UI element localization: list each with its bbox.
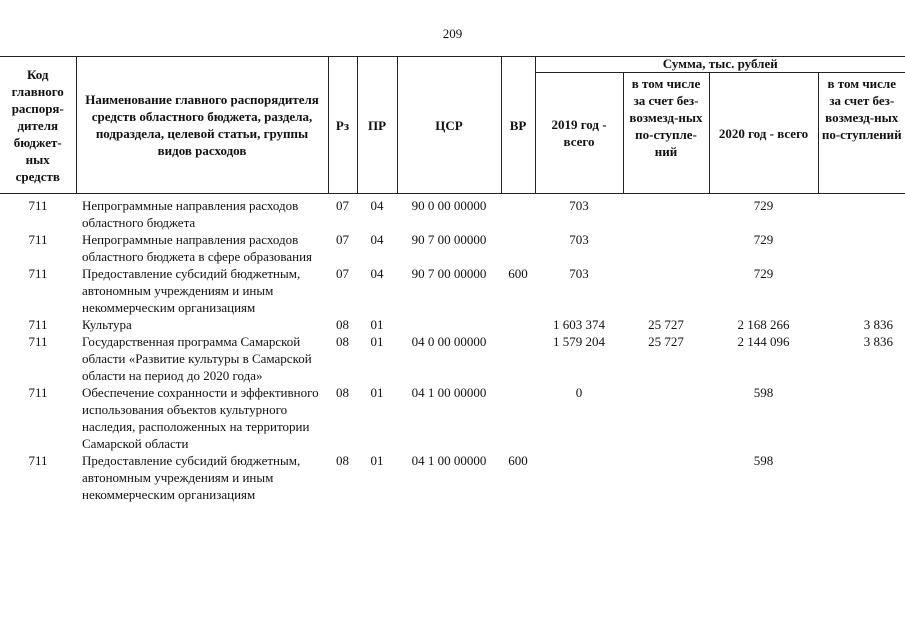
page-number: 209 — [442, 26, 463, 41]
cell-code: 711 — [28, 453, 48, 468]
cell-csr: 90 0 00 00000 — [411, 198, 487, 213]
header-sum: Сумма, тыс. рублей — [535, 57, 905, 73]
cell-2020-total: 729 — [753, 198, 774, 213]
cell-vr: 600 — [508, 266, 528, 281]
cell-2019-total: 703 — [569, 232, 589, 247]
header-2019-free: в том числе за счет без-возмезд-ных по-ступле-ний — [623, 73, 709, 194]
cell-2020-free — [818, 265, 905, 316]
header-2019-total: 2019 год - всего — [535, 73, 623, 194]
cell-2020-total: 2 168 266 — [737, 317, 790, 332]
cell-rz: 08 — [336, 334, 349, 349]
cell-name: Культура — [82, 317, 132, 332]
cell-code: 711 — [28, 334, 48, 349]
table-row — [0, 384, 905, 452]
cell-2019-free — [623, 231, 709, 265]
cell-code: 711 — [28, 232, 48, 247]
cell-vr — [501, 194, 535, 232]
cell-2020-free: 3 836 — [863, 334, 893, 349]
cell-code: 711 — [28, 385, 48, 400]
cell-code: 711 — [28, 317, 48, 332]
cell-2020-total: 729 — [753, 232, 774, 247]
cell-pr: 01 — [370, 334, 384, 349]
cell-2019-free: 25 727 — [648, 334, 684, 349]
header-name: Наименование главного распорядителя средств областного бюджета, раздела, подраздела, целевой статьи, группы видов расходов — [76, 57, 328, 194]
header-code: Код главного распоря-дителя бюджет-ных средств — [0, 57, 76, 194]
cell-name: Предоставление субсидий бюджетным, автономным учреждениям и иным некоммерческим организациям — [82, 266, 301, 315]
cell-csr: 04 0 00 00000 — [411, 334, 487, 349]
table-row — [0, 333, 905, 384]
cell-2019-free — [623, 265, 709, 316]
cell-pr: 01 — [370, 385, 384, 400]
header-2020-free: в том числе за счет без-возмезд-ных по-ступлений — [818, 73, 905, 194]
cell-name: Обеспечение сохранности и эффективного использования объектов культурного наследия, расположенных на территории Самарской области — [82, 385, 319, 451]
table-row — [0, 452, 905, 503]
cell-pr: 04 — [370, 266, 384, 281]
cell-pr: 01 — [370, 453, 384, 468]
cell-2020-total: 2 144 096 — [737, 334, 790, 349]
cell-vr — [501, 316, 535, 333]
cell-vr: 600 — [508, 453, 528, 468]
cell-rz: 08 — [336, 453, 349, 468]
table-row — [0, 265, 905, 316]
table-header — [0, 57, 905, 194]
header-pr: ПР — [357, 57, 397, 194]
cell-csr: 90 7 00 00000 — [411, 266, 487, 281]
cell-pr: 01 — [370, 317, 384, 332]
header-vr: ВР — [501, 57, 535, 194]
cell-2019-total: 703 — [569, 266, 589, 281]
cell-vr — [501, 384, 535, 452]
cell-csr — [397, 316, 501, 333]
cell-code: 711 — [28, 266, 48, 281]
cell-2019-free — [623, 384, 709, 452]
cell-vr — [501, 333, 535, 384]
header-rz: Рз — [328, 57, 357, 194]
cell-name: Государственная программа Самарской области «Развитие культуры в Самарской области на период до 2020 года» — [82, 334, 312, 383]
budget-table — [0, 56, 905, 503]
table-row — [0, 316, 905, 333]
cell-2019-total: 0 — [575, 385, 583, 400]
cell-pr: 04 — [370, 232, 384, 247]
cell-2019-free: 25 727 — [648, 317, 684, 332]
cell-2020-total: 729 — [753, 266, 774, 281]
cell-csr: 04 1 00 00000 — [411, 385, 487, 400]
cell-2019-total — [535, 452, 623, 503]
cell-rz: 08 — [336, 385, 349, 400]
cell-2020-total: 598 — [753, 453, 774, 468]
cell-2019-total: 1 579 204 — [553, 334, 605, 349]
cell-csr: 90 7 00 00000 — [411, 232, 487, 247]
cell-vr — [501, 231, 535, 265]
cell-rz: 08 — [336, 317, 349, 332]
cell-2020-free — [818, 231, 905, 265]
header-2020-total: 2020 год - всего — [709, 73, 818, 194]
table-row — [0, 231, 905, 265]
cell-rz: 07 — [336, 266, 349, 281]
cell-csr: 04 1 00 00000 — [411, 453, 487, 468]
header-csr: ЦСР — [397, 57, 501, 194]
table-body — [0, 194, 905, 504]
cell-name: Непрограммные направления расходов областного бюджета — [82, 198, 299, 230]
cell-name: Предоставление субсидий бюджетным, автономным учреждениям и иным некоммерческим организациям — [82, 453, 301, 502]
cell-2019-total: 1 603 374 — [553, 317, 605, 332]
table-row — [0, 194, 905, 232]
cell-2020-free — [818, 384, 905, 452]
cell-2020-free — [818, 452, 905, 503]
cell-rz: 07 — [336, 198, 349, 213]
cell-2020-total: 598 — [753, 385, 774, 400]
cell-code: 711 — [28, 198, 48, 213]
cell-rz: 07 — [336, 232, 349, 247]
cell-2020-free — [818, 194, 905, 232]
cell-2019-free — [623, 452, 709, 503]
cell-name: Непрограммные направления расходов областного бюджета в сфере образования — [82, 232, 313, 264]
cell-pr: 04 — [370, 198, 384, 213]
cell-2019-total: 703 — [569, 198, 589, 213]
cell-2019-free — [623, 194, 709, 232]
cell-2020-free: 3 836 — [863, 317, 893, 332]
